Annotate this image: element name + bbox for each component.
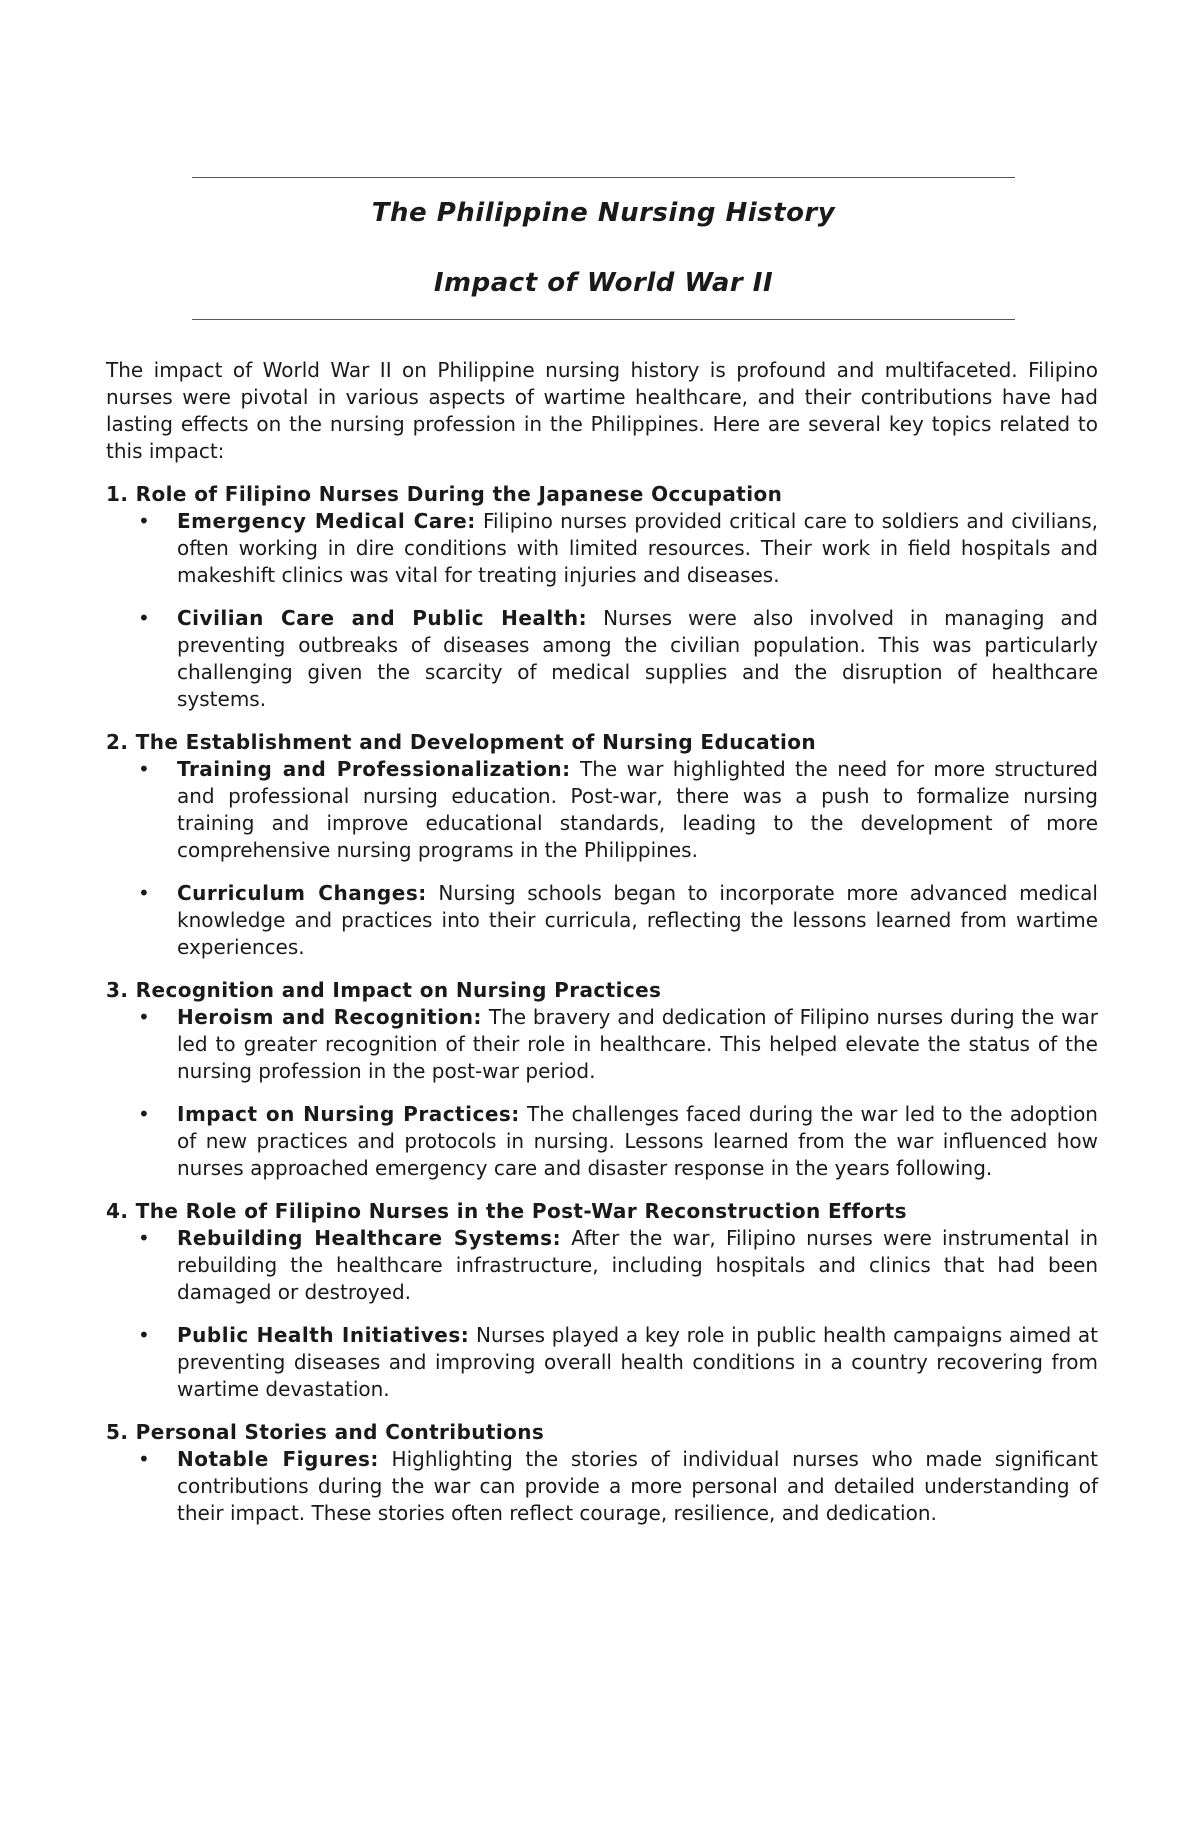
bullet-list: [106, 1446, 1098, 1527]
list-item-term: Training and Professionalization:: [177, 757, 571, 781]
section-4: [106, 1198, 1098, 1403]
list-item: [106, 508, 1098, 589]
list-item-term: Heroism and Recognition:: [177, 1005, 482, 1029]
section-2: [106, 729, 1098, 961]
list-item-text: The challenges faced during the war led to the adoption of new practices and protocols in nursing. Lessons learned from the war influenced how nurses approached emergency care and disaster response in the years following.: [177, 1102, 1098, 1180]
list-item-term: Rebuilding Healthcare Systems:: [177, 1226, 562, 1250]
bullet-list: [106, 1225, 1098, 1403]
list-item-term: Emergency Medical Care:: [177, 509, 476, 533]
list-item-term: Civilian Care and Public Health:: [177, 606, 588, 630]
document-body: [106, 357, 1098, 1543]
bullet-list: [106, 508, 1098, 713]
list-item: [106, 880, 1098, 961]
list-item-text: The bravery and dedication of Filipino nurses during the war led to greater recognition of their role in healthcare. This helped elevate the status of the nursing profession in the post-war period.: [177, 1005, 1098, 1083]
list-item: [106, 1101, 1098, 1182]
bullet-list: [106, 1004, 1098, 1182]
section-3: [106, 977, 1098, 1182]
section-heading: 2. The Establishment and Development of Nursing Education: [106, 730, 816, 754]
list-item-term: Public Health Initiatives:: [177, 1323, 470, 1347]
document-title: The Philippine Nursing History: [371, 198, 836, 228]
document-subtitle: Impact of World War II: [433, 268, 774, 298]
section-1: [106, 481, 1098, 713]
list-item-text: Nurses played a key role in public health campaigns aimed at preventing diseases and improving overall health conditions in a country recovering from wartime devastation.: [177, 1323, 1098, 1401]
intro-paragraph: The impact of World War II on Philippine nursing history is profound and multifaceted. Filipino nurses were pivotal in various aspects of wartime healthcare, and their contributions have had lasting effects on the nursing profession in the Philippines. Here are several key topics related to this impact:: [106, 358, 1098, 463]
section-5: [106, 1419, 1098, 1527]
section-heading: 4. The Role of Filipino Nurses in the Post-War Reconstruction Efforts: [106, 1199, 907, 1223]
section-heading: 3. Recognition and Impact on Nursing Practices: [106, 978, 662, 1002]
list-item: [106, 1004, 1098, 1085]
bullet-list: [106, 756, 1098, 961]
list-item: [106, 1322, 1098, 1403]
list-item-term: Curriculum Changes:: [177, 881, 427, 905]
list-item-text: After the war, Filipino nurses were instrumental in rebuilding the healthcare infrastructure, including hospitals and clinics that had been damaged or destroyed.: [177, 1226, 1098, 1304]
list-item-text: Nursing schools began to incorporate more advanced medical knowledge and practices into their curricula, reflecting the lessons learned from wartime experiences.: [177, 881, 1098, 959]
title-rule-top: [192, 177, 1015, 178]
section-heading: 1. Role of Filipino Nurses During the Japanese Occupation: [106, 482, 783, 506]
list-item-term: Impact on Nursing Practices:: [177, 1102, 520, 1126]
list-item: [106, 605, 1098, 713]
section-heading: 5. Personal Stories and Contributions: [106, 1420, 545, 1444]
list-item-term: Notable Figures:: [177, 1447, 379, 1471]
list-item-text: Nurses were also involved in managing and preventing outbreaks of diseases among the civilian population. This was particularly challenging given the scarcity of medical supplies and the disruption of healthcare systems.: [177, 606, 1099, 711]
list-item: [106, 1225, 1098, 1306]
list-item-text: Filipino nurses provided critical care to soldiers and civilians, often working in dire conditions with limited resources. Their work in field hospitals and makeshift clinics was vital for treating injuries and diseases.: [177, 509, 1099, 587]
list-item-text: The war highlighted the need for more structured and professional nursing education. Post-war, there was a push to formalize nursing training and improve educational standards, leading to the development of more comprehensive nursing programs in the Philippines.: [177, 757, 1099, 862]
list-item: [106, 1446, 1098, 1527]
title-rule-bottom: [192, 319, 1015, 320]
list-item: [106, 756, 1098, 864]
list-item-text: Highlighting the stories of individual nurses who made significant contributions during the war can provide a more personal and detailed understanding of their impact. These stories often reflect courage, resilience, and dedication.: [177, 1447, 1098, 1525]
